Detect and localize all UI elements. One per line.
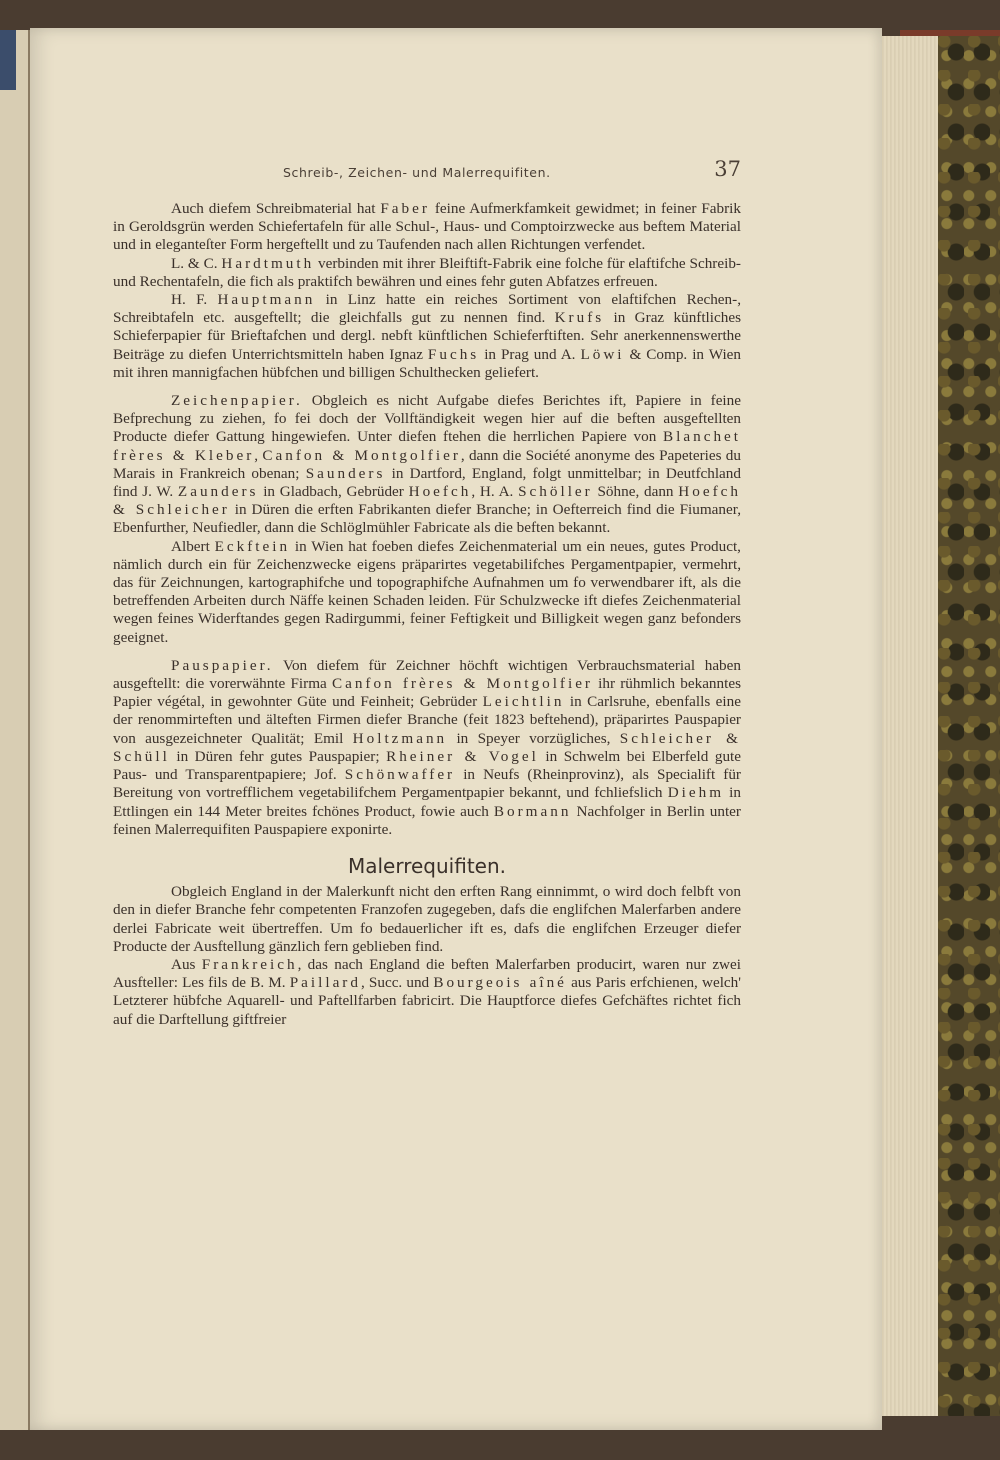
- paragraph-hardtmuth: [113, 255, 741, 291]
- section-heading: Malerrequifiten.: [347, 853, 507, 878]
- text-span: ,: [254, 446, 263, 464]
- company-name: Hardtmuth: [221, 254, 315, 272]
- text-span: , H. A.: [471, 483, 519, 501]
- text-span: in Ettlingen ein 144 Meter breites fchönes Product, fowie auch: [113, 784, 741, 820]
- page-stack: [880, 36, 940, 1416]
- company-name: Hauptmann: [217, 291, 316, 309]
- company-name: Diehm: [667, 784, 725, 802]
- company-name: Saunders: [305, 464, 386, 482]
- text-span: H. F.: [171, 291, 218, 309]
- page-text: [113, 157, 742, 1029]
- text-span: feine Aufmerkfamkeit gewidmet; in feiner Fabrik in Geroldsgrün werden Schiefertafeln für alle Schul-, Haus- und Comptoirzwecke aus beftem Material und in eleganteſter Form hergeftellt und zu Taufenden nach allen Richtungen verfendet.: [113, 200, 742, 254]
- text-span: verbinden mit ihrer Bleiftift-Fabrik eine folche für elaftifche Schreib- und Rechentafeln, die fich als praktifch bewähren und eines fehr guten Abfatzes erfreuen.: [113, 254, 741, 290]
- company-name: Canfon frères & Montgolfier: [331, 675, 593, 693]
- company-name: Löwi: [580, 345, 625, 363]
- company-name: Frankreich: [201, 955, 298, 973]
- text-span: in Prag und A.: [479, 345, 581, 363]
- company-name: Schleicher & Schüll: [113, 729, 741, 765]
- topic-heading: Zeichenpapier.: [171, 392, 303, 410]
- company-name: Holtzmann: [352, 729, 448, 747]
- page-number: 37: [714, 157, 741, 181]
- text-span: Albert: [171, 537, 215, 555]
- marbled-binding: [938, 36, 1000, 1416]
- text-span: in Düren fehr gutes Pauspapier;: [169, 747, 387, 765]
- paragraph-zeichenpapier: [113, 392, 741, 538]
- company-name: Eckftein: [214, 537, 291, 555]
- text-span: in Schwelm bei Elberfeld gute Paus- und Transparentpapiere; Jof.: [113, 747, 741, 784]
- text-span: in Speyer vorzügliches,: [447, 729, 620, 747]
- company-name: Schönwaffer: [344, 766, 456, 784]
- text-span: in Graz künftliches Schieferpapier für Brieftafchen und dergl. nebft künftlichen Schieferftiften. Sehr anerkennenswerthe Beiträge zu diefen Unterrichtsmitteln haben Ignaz: [113, 309, 741, 363]
- company-name: Faber: [380, 200, 430, 217]
- text-span: , Succ. und: [360, 974, 434, 992]
- paragraph-hauptmann: [113, 291, 741, 382]
- company-name: Hoefch & Schleicher: [113, 483, 741, 519]
- cover-edge: [0, 30, 16, 90]
- company-name: Paillard: [289, 974, 361, 992]
- paragraph-frankreich: [113, 956, 741, 1029]
- text-span: Obgleich es nicht Aufgabe diefes Berichtes ift, Papiere in feine Befprechung zu ziehen, fo fei doch der Vollftändigkeit wegen hier auf die beften ausgeftellten Producte diefer Gattung hingewiefen. Unter diefen ftehen die herrlichen Papiere von: [113, 392, 741, 446]
- text-span: ihr rühmlich bekanntes Papier végétal, in gewohnter Güte und Feinheit; Gebrüder: [113, 675, 741, 711]
- paragraph-eckstein: [113, 538, 741, 647]
- company-name: Zaunders: [177, 483, 259, 501]
- text-span: , dann die Société anonyme des Papeteries du Marais in Frankreich obenan;: [113, 446, 741, 482]
- text-span: L. & C.: [171, 254, 222, 272]
- text-span: Auch diefem Schreibmaterial hat: [171, 200, 381, 217]
- company-name: Hoefch: [408, 483, 472, 501]
- text-span: in Dartford, England, folgt unmittelbar; in Deutfchland find J. W.: [113, 464, 741, 501]
- text-span: Obgleich England in der Malerkunft nicht den erften Rang einnimmt, o wird doch felbft von den in diefer Branche fehr competenten Franzofen zugegeben, dafs die englifchen Malerfarben andere derlei Fabricate weit übertreffen. Um fo bedauerlicher ift es, dafs die englifchen Erzeuger diefer Producte der Ausftellung gänzlich fern geblieben find.: [113, 883, 741, 955]
- company-name: Canfon & Montgolfier: [262, 446, 461, 464]
- company-name: Blanchet frères & Kleber: [113, 428, 741, 464]
- text-span: in Carlsruhe, ebenfalls eine der renommirteften und älteften Firmen diefer Branche (feit 1823 beftehend), präparirtes Pauspapier von ausgezeichneter Qualität; Emil: [113, 693, 741, 747]
- running-header: [113, 157, 741, 186]
- text-span: in Wien hat foeben diefes Zeichenmaterial um ein neues, gutes Product, nämlich durch ein für Zeichenzwecke eigens präparirtes vegetabilifches Pergamentpapier, vermehrt, das für Zeichnungen, kartographifche und topographifche Aufnahmen um fo verwendbarer ift, als die betreffenden Arbeiten durch Näffe keinen Schaden leiden. Für Schulzwecke ift diefes Zeichenmaterial wegen feines Widerftandes gegen Radirgummi, feiner Feftigkeit und Billigkeit wegen ganz befonders geeignet.: [113, 537, 741, 646]
- company-name: Bormann: [493, 802, 572, 820]
- text-span: aus Paris erfchienen, welch' Letzterer hübfche Aquarell- und Paftellfarben fabricirt. Die Hauptforce diefes Gefchäftes richtet fich auf die Darftellung giftfreier: [113, 974, 741, 1028]
- text-span: Von diefem für Zeichner höchft wichtigen Verbrauchsmaterial haben ausgeftellt: die vorerwähnte Firma: [113, 656, 741, 693]
- text-span: Nachfolger in Berlin unter feinen Malerrequifiten Pauspapiere exponirte.: [113, 802, 741, 838]
- topic-heading: Pauspapier.: [171, 656, 274, 674]
- left-page-edge: [0, 30, 30, 1430]
- text-span: Söhne, dann: [592, 483, 679, 501]
- text-span: in Gladbach, Gebrüder: [258, 483, 409, 501]
- text-span: in Linz hatte ein reiches Sortiment von elaftifchen Rechen-, Schreibtafeln etc. ausgeftellt; die gleichfalls gut zu nennen find.: [113, 291, 741, 327]
- company-name: Fuchs: [427, 345, 480, 363]
- text-span: in Düren die erften Fabrikanten diefer Branche; in Oefterreich find die Fiumaner, Ebenfurther, Neufiedler, dann die Schlöglmühler Fabricate als die beften bekannt.: [113, 501, 741, 537]
- paragraph-pauspapier: [113, 657, 741, 839]
- company-name: Bourgeois aîné: [433, 974, 567, 992]
- paragraph-faber: [113, 200, 741, 255]
- text-span: in Neufs (Rheinprovinz), als Specialift für Bereitung von vortrefflichem vegetabilifchem Pergamentpapier bekannt, und fchliefslich: [113, 766, 741, 802]
- company-name: Schöller: [518, 483, 593, 501]
- header-title: Schreib-, Zeichen- und Malerrequifiten.: [283, 165, 551, 180]
- text-span: , das nach England die beften Malerfarben producirt, waren nur zwei Ausfteller: Les fils de B. M.: [113, 955, 741, 992]
- text-span: Aus: [171, 955, 202, 973]
- paragraph-england: [113, 883, 741, 956]
- company-name: Leichtlin: [482, 693, 565, 711]
- company-name: Krufs: [554, 309, 605, 327]
- company-name: Rheiner & Vogel: [386, 747, 539, 765]
- text-span: & Comp. in Wien mit ihren mannigfachen hübfchen und billigen Schulthecken geliefert.: [113, 345, 741, 381]
